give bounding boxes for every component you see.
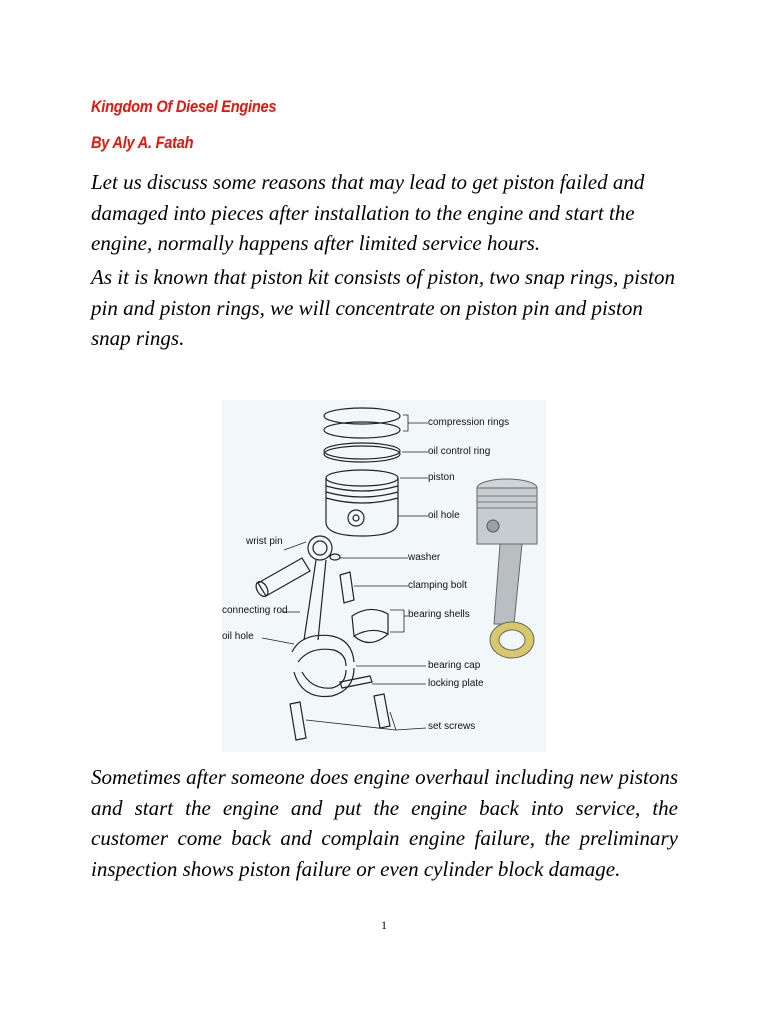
washer (330, 554, 340, 560)
label-washer: washer (408, 552, 441, 563)
label-bearing-shells: bearing shells (408, 609, 470, 620)
paragraph-intro: Let us discuss some reasons that may lead to get piston failed and damaged into pieces after installation to the engine and start the engine, normally happens after limited service hours. (91, 170, 645, 255)
page-number: 1 (381, 918, 387, 932)
wrist-pin (258, 558, 310, 596)
paragraph-failure: Sometimes after someone does engine overhaul including new pistons and start the engine and put the engine back into service, the customer come back and complain engine failure, the preliminary inspection shows piston failure or even cylinder block damage. (91, 765, 678, 881)
label-locking-plate: locking plate (428, 678, 484, 689)
label-wrist-pin: wrist pin (246, 536, 283, 547)
label-set-screws: set screws (428, 721, 476, 732)
label-oil-hole-left: oil hole (222, 631, 254, 642)
set-screw-2 (374, 694, 390, 728)
oil-control-ring (324, 443, 400, 459)
piston-assembly-diagram (222, 400, 546, 752)
label-piston: piston (428, 472, 455, 483)
label-bearing-cap: bearing cap (428, 660, 481, 671)
bearing-shells (352, 609, 388, 636)
label-compression-rings: compression rings (428, 417, 510, 428)
piston-assembly-drawing (222, 400, 546, 752)
label-oil-control-ring: oil control ring (428, 446, 491, 457)
document-author: By Aly A. Fatah (91, 133, 194, 152)
assembled-piston-image (477, 479, 537, 658)
paragraph-piston-kit: As it is known that piston kit consists of piston, two snap rings, piston pin and piston rings, we will concentrate on piston pin and piston snap rings. (91, 265, 675, 350)
piston-top (326, 470, 398, 486)
document-title: Kingdom Of Diesel Engines (91, 97, 277, 116)
set-screw-1 (290, 702, 306, 740)
label-connecting-rod: connecting rod (222, 605, 288, 616)
connecting-rod-beam (304, 560, 316, 640)
clamping-bolt (340, 572, 354, 603)
label-clamping-bolt: clamping bolt (408, 580, 467, 591)
bearing-cap (294, 668, 354, 697)
label-oil-hole-top: oil hole (428, 510, 460, 521)
connecting-rod-small-end (308, 536, 332, 560)
